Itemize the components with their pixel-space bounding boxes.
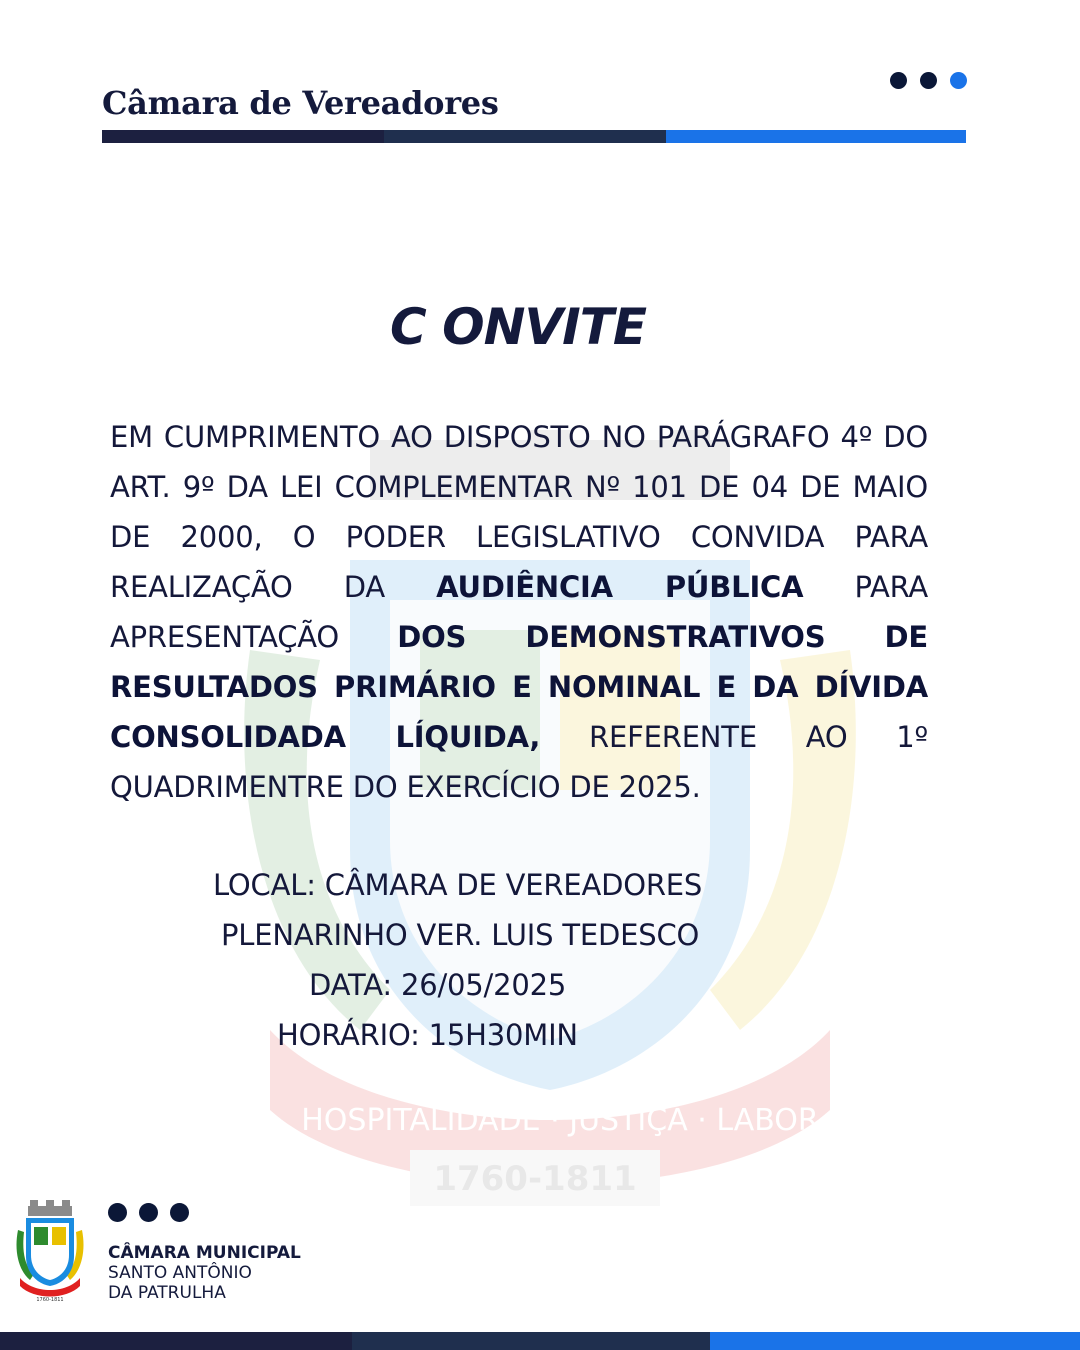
invite-heading: C ONVITE xyxy=(389,298,646,356)
footer-line-1: CÂMARA MUNICIPAL xyxy=(108,1243,301,1263)
footer-divider-bar xyxy=(0,1332,1080,1350)
header-dot-3 xyxy=(950,72,967,89)
invite-body xyxy=(110,412,928,812)
body-bold-demonstrativos: DOS DEMONSTRATIVOS DE RESULTADOS PRIMÁRIO E NOMINAL E DA DÍVIDA CONSOLIDADA LÍQUIDA, xyxy=(110,620,928,754)
header-dots xyxy=(890,72,967,89)
info-plenarinho: PLENARINHO VER. LUIS TEDESCO xyxy=(221,918,700,952)
body-text-3: REFERENTE AO 1º QUADRIMENTRE DO EXERCÍCIO DE 2025. xyxy=(110,720,929,804)
header-divider-bar xyxy=(102,130,966,143)
watermark-motto: HOSPITALIDADE · JUSTIÇA · LABOR xyxy=(301,1103,819,1138)
info-time: HORÁRIO: 15H30MIN xyxy=(277,1018,578,1052)
footer-line-2: SANTO ANTÔNIO xyxy=(108,1263,252,1283)
body-bold-audiencia: AUDIÊNCIA PÚBLICA xyxy=(436,570,804,604)
footer-dot-1 xyxy=(108,1203,127,1222)
info-local: LOCAL: CÂMARA DE VEREADORES xyxy=(213,868,703,902)
footer-dots xyxy=(108,1203,189,1222)
body-text-1: EM CUMPRIMENTO AO DISPOSTO NO PARÁGRAFO 4º DO ART. 9º DA LEI COMPLEMENTAR Nº 101 DE 04 DE MAIO DE 2000, O PODER LEGISLATIVO CONVIDA PARA REALIZAÇÃO DA xyxy=(110,420,928,604)
footer-dot-2 xyxy=(139,1203,158,1222)
watermark-years: 1760-1811 xyxy=(433,1159,637,1199)
body-text-2: PARA APRESENTAÇÃO xyxy=(110,570,928,654)
crest-years: 1760-1811 xyxy=(36,1297,64,1303)
footer-line-3: DA PATRULHA xyxy=(108,1283,226,1303)
footer-dot-3 xyxy=(170,1203,189,1222)
info-date: DATA: 26/05/2025 xyxy=(309,968,567,1002)
header-title: Câmara de Vereadores xyxy=(102,84,499,122)
municipal-crest-logo xyxy=(14,1200,86,1304)
header-dot-1 xyxy=(890,72,907,89)
footer-institution xyxy=(108,1243,301,1303)
header-dot-2 xyxy=(920,72,937,89)
